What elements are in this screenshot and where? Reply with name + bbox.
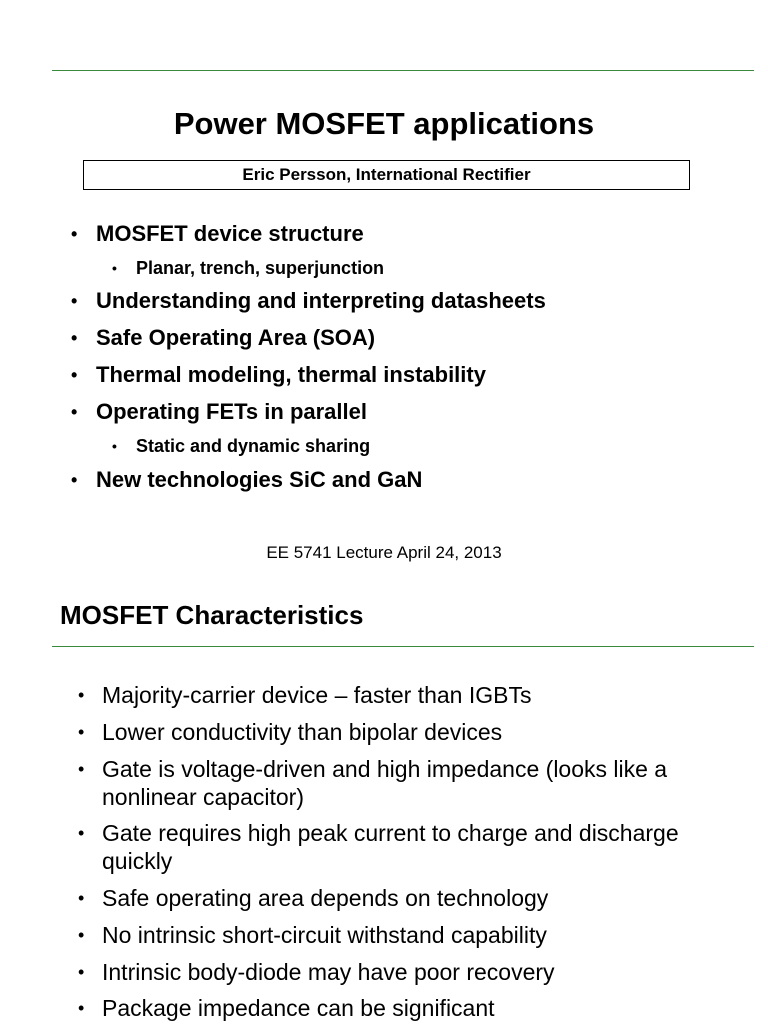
bullet-dot: •: [71, 291, 78, 311]
top-divider-rule: [52, 70, 754, 71]
bullet-dot: •: [78, 998, 85, 1018]
bullet-text: Majority-carrier device – faster than IGBTs: [102, 682, 532, 708]
slide-title: Power MOSFET applications: [173, 106, 595, 141]
lecture-footer: EE 5741 Lecture April 24, 2013: [266, 543, 502, 562]
author-text: Eric Persson, International Rectifier: [242, 165, 531, 184]
bullet-dot: •: [71, 470, 78, 490]
bullet-text: Package impedance can be significant: [102, 995, 495, 1021]
bullet-text: Understanding and interpreting datasheets: [96, 288, 546, 313]
bullet-dot: •: [112, 260, 117, 276]
bullet-text: Operating FETs in parallel: [96, 399, 367, 424]
bullet-dot: •: [112, 438, 117, 454]
bullet-dot: •: [71, 402, 78, 422]
bullet-dot: •: [71, 328, 78, 348]
bullet-dot: •: [78, 722, 85, 742]
bullet-dot: •: [78, 925, 85, 945]
bullet-text: MOSFET device structure: [96, 221, 364, 246]
bullet-dot: •: [71, 224, 78, 244]
slide-title: MOSFET Characteristics: [60, 600, 364, 630]
bullet-dot: •: [78, 888, 85, 908]
bullet-text: Intrinsic body-diode may have poor recovery: [102, 959, 555, 985]
sub-bullet-text: Static and dynamic sharing: [136, 436, 371, 456]
bullet-dot: •: [78, 823, 85, 843]
bullet-text: New technologies SiC and GaN: [96, 467, 423, 492]
bullet-text: No intrinsic short-circuit withstand capability: [102, 922, 547, 948]
bullet-dot: •: [78, 685, 85, 705]
title-divider-rule: [52, 646, 754, 647]
bullet-text: Lower conductivity than bipolar devices: [102, 719, 503, 745]
author-box: [83, 160, 690, 190]
sub-bullet-text: Planar, trench, superjunction: [136, 258, 385, 278]
bullet-text: Safe Operating Area (SOA): [96, 325, 376, 350]
bullet-text: Gate is voltage-driven and high impedance (looks like a nonlinear capacitor): [102, 756, 668, 810]
bullet-dot: •: [78, 962, 85, 982]
bullet-dot: •: [78, 759, 85, 779]
bullet-text: Thermal modeling, thermal instability: [96, 362, 486, 387]
bullet-dot: •: [71, 365, 78, 385]
bullet-text: Safe operating area depends on technology: [102, 885, 549, 911]
bullet-text: Gate requires high peak current to charge and discharge quickly: [102, 820, 679, 874]
